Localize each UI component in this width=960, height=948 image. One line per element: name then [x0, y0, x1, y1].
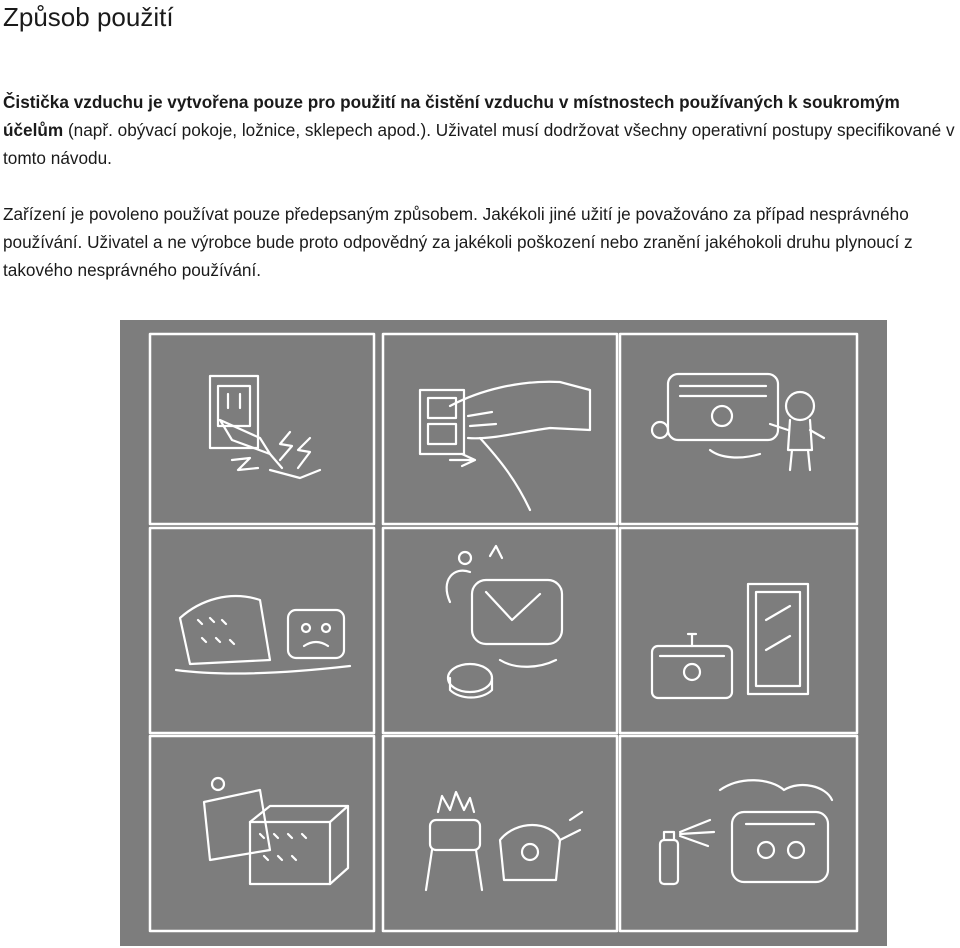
intended-use-paragraph — [3, 88, 958, 172]
safety-illustrations-figure — [120, 320, 887, 946]
misuse-paragraph: Zařízení je povoleno používat pouze předepsaným způsobem. Jakékoli jiné užití je považováno za případ nesprávného používání. Uživatel a ne výrobce bude proto odpovědný za jakékoli poškození nebo zranění jakéhokoli druhu plynoucí z takového nesprávného používání. — [3, 204, 913, 280]
intended-use-text: (např. obývací pokoje, ložnice, sklepech apod.). Uživatel musí dodržovat všechny operativní postupy specifikované v tomto návodu. — [3, 120, 955, 168]
blocked-vents-icon — [204, 778, 348, 884]
window-purifier-icon — [652, 584, 808, 698]
object-on-purifier-icon — [447, 546, 562, 698]
illustration-grid — [150, 334, 857, 931]
dusty-area-icon — [176, 596, 350, 673]
plug-sparks-icon — [210, 376, 320, 478]
heat-source-icon — [426, 792, 582, 890]
page-title: Způsob použití — [3, 2, 174, 32]
child-near-purifier-icon — [652, 374, 824, 470]
pull-plug-icon — [420, 382, 590, 510]
spray-aerosol-icon — [660, 780, 832, 884]
intended-use-bold-text: Čistička vzduchu je vytvořena pouze pro použití na čistění vzduchu v místnostech používaných k soukromým účelům — [3, 92, 900, 140]
